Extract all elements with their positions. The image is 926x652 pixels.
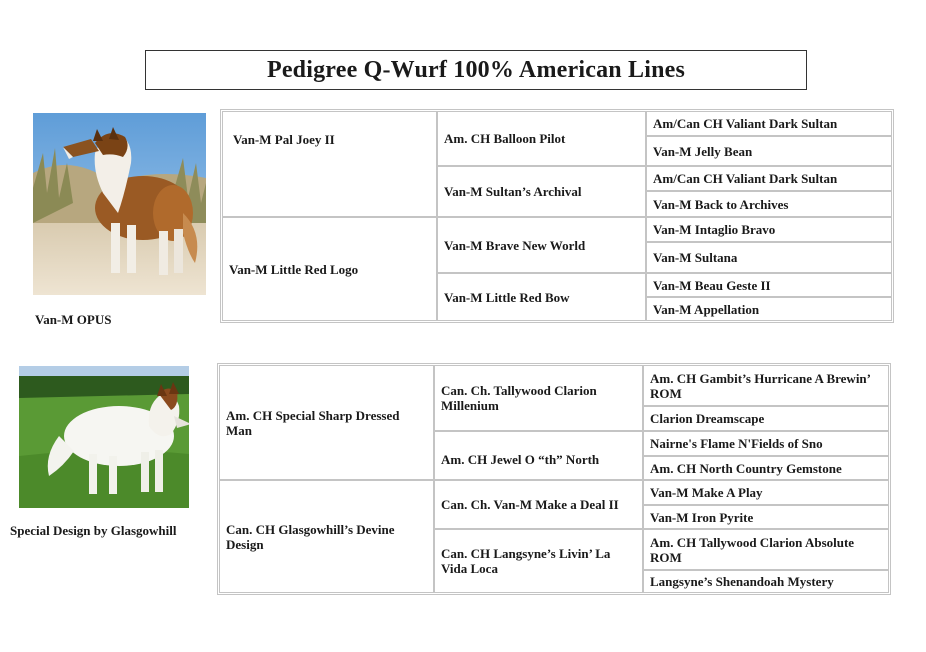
dog-caption: Van-M OPUS — [35, 312, 112, 327]
page-title: Pedigree Q-Wurf 100% American Lines — [145, 50, 807, 90]
great-grandparent-cell: Nairne's Flame N'Fields of Sno — [643, 431, 889, 456]
grandparent-cell: Can. Ch. Van-M Make a Deal II — [434, 480, 643, 529]
great-grandparent-cell: Am. CH Gambit’s Hurricane A Brewin’ ROM — [643, 365, 889, 406]
sable-collie-photo — [33, 113, 206, 295]
grandparent-cell: Can. Ch. Tallywood Clarion Millenium — [434, 365, 643, 431]
dam-cell: Can. CH Glasgowhill’s Devine Design — [219, 480, 434, 593]
great-grandparent-cell: Van-M Beau Geste II — [646, 273, 892, 297]
great-grandparent-cell: Van-M Sultana — [646, 242, 892, 273]
dog-caption: Special Design by Glasgowhill — [10, 523, 177, 538]
grandparent-cell: Am. CH Balloon Pilot — [437, 111, 646, 166]
great-grandparent-cell: Van-M Back to Archives — [646, 191, 892, 217]
grandparent-cell: Van-M Little Red Bow — [437, 273, 646, 321]
great-grandparent-cell: Van-M Iron Pyrite — [643, 505, 889, 529]
great-grandparent-cell: Langsyne’s Shenandoah Mystery — [643, 570, 889, 593]
white-collie-photo — [19, 366, 189, 508]
great-grandparent-cell: Van-M Jelly Bean — [646, 136, 892, 166]
great-grandparent-cell: Am/Can CH Valiant Dark Sultan — [646, 111, 892, 136]
sire-cell: Van-M Pal Joey II — [222, 111, 437, 217]
great-grandparent-cell: Van-M Make A Play — [643, 480, 889, 505]
grandparent-cell: Am. CH Jewel O “th” North — [434, 431, 643, 480]
dam-cell: Van-M Little Red Logo — [222, 217, 437, 321]
great-grandparent-cell: Van-M Appellation — [646, 297, 892, 321]
sire-cell: Am. CH Special Sharp Dressed Man — [219, 365, 434, 480]
grandparent-cell: Can. CH Langsyne’s Livin’ La Vida Loca — [434, 529, 643, 593]
grandparent-cell: Van-M Brave New World — [437, 217, 646, 273]
great-grandparent-cell: Am/Can CH Valiant Dark Sultan — [646, 166, 892, 191]
great-grandparent-cell: Am. CH North Country Gemstone — [643, 456, 889, 480]
great-grandparent-cell: Clarion Dreamscape — [643, 406, 889, 431]
grandparent-cell: Van-M Sultan’s Archival — [437, 166, 646, 217]
great-grandparent-cell: Van-M Intaglio Bravo — [646, 217, 892, 242]
great-grandparent-cell: Am. CH Tallywood Clarion Absolute ROM — [643, 529, 889, 570]
